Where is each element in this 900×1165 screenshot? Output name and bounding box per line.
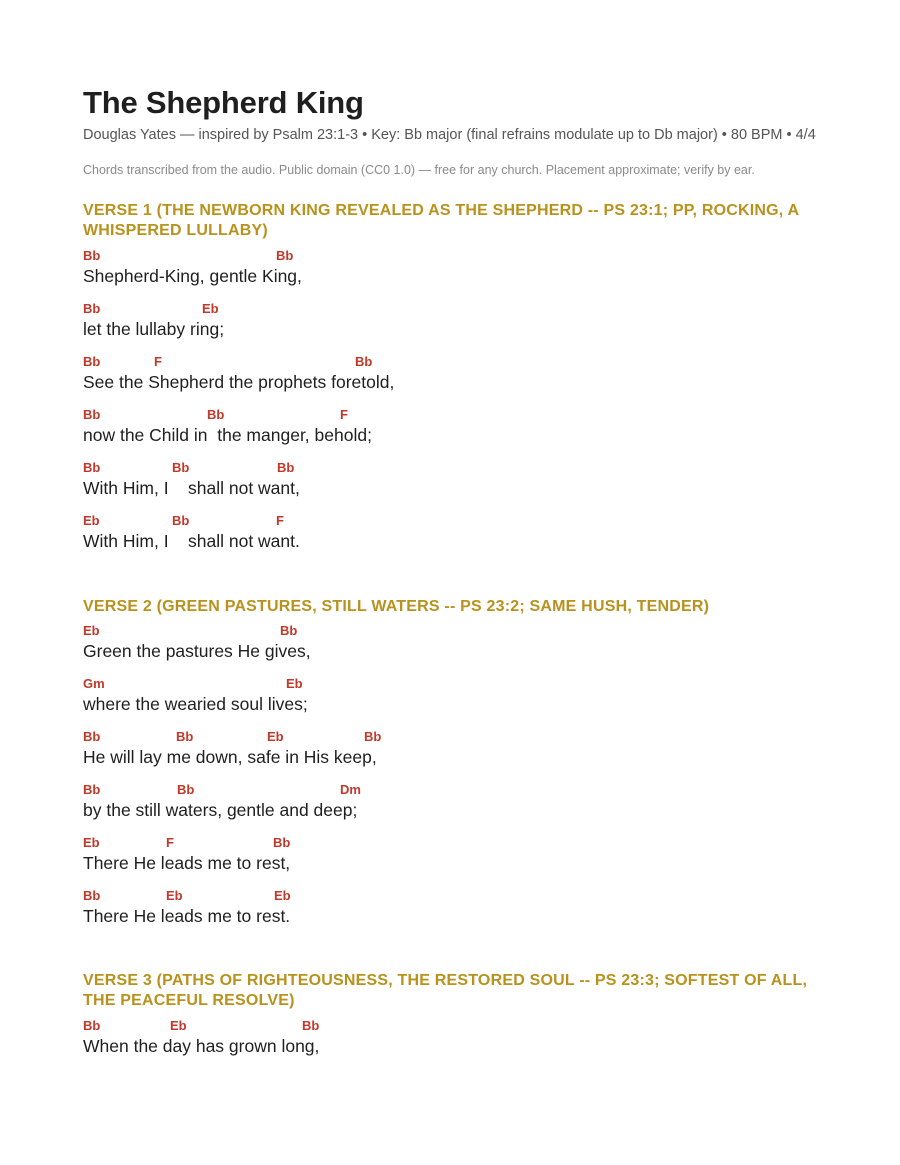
chord-row xyxy=(83,623,783,641)
chord-symbol: Bb xyxy=(355,354,373,369)
lyric-line xyxy=(83,729,783,773)
lyric-text: There He leads me to rest, xyxy=(83,853,291,873)
chord-row xyxy=(83,729,783,747)
chord-symbol: Eb xyxy=(83,513,100,528)
lyric-text: Green the pastures He gives, xyxy=(83,641,311,661)
song-title: The Shepherd King xyxy=(83,85,364,120)
lyric-line xyxy=(83,782,783,826)
chord-symbol: Bb xyxy=(364,729,382,744)
lyric-text: With Him, I shall not want. xyxy=(83,531,300,551)
lyric-line xyxy=(83,835,783,879)
chord-symbol: Bb xyxy=(83,888,101,903)
chord-row xyxy=(83,248,783,266)
lyric-line xyxy=(83,248,783,292)
section-heading: VERSE 2 (GREEN PASTURES, STILL WATERS -- PS 23:2; SAME HUSH, TENDER) xyxy=(83,598,710,615)
chord-symbol: Gm xyxy=(83,676,105,691)
chord-symbol: Bb xyxy=(177,782,195,797)
chord-symbol: Bb xyxy=(83,460,101,475)
chord-symbol: Eb xyxy=(202,301,219,316)
section-heading: VERSE 1 (THE NEWBORN KING REVEALED AS THE SHEPHERD -- PS 23:1; PP, ROCKING, A WHISPERED LULLABY) xyxy=(83,202,799,239)
lyric-line xyxy=(83,407,783,451)
chord-row xyxy=(83,1018,783,1036)
song-meta: Douglas Yates — inspired by Psalm 23:1-3 • Key: Bb major (final refrains modulate up to Db major) • 80 BPM • 4/4 xyxy=(83,127,816,143)
chord-symbol: Bb xyxy=(83,729,101,744)
chord-symbol: Bb xyxy=(176,729,194,744)
chord-symbol: Dm xyxy=(340,782,361,797)
lyric-line xyxy=(83,460,783,504)
lyric-line xyxy=(83,1018,783,1062)
chord-symbol: F xyxy=(340,407,348,422)
lyric-text: where the wearied soul lives; xyxy=(83,694,308,714)
lyric-text: now the Child in the manger, behold; xyxy=(83,425,372,445)
chord-symbol: Eb xyxy=(274,888,291,903)
lyric-line xyxy=(83,888,783,932)
section-heading: VERSE 3 (PATHS OF RIGHTEOUSNESS, THE RESTORED SOUL -- PS 23:3; SOFTEST OF ALL, THE PEACEFUL RESOLVE) xyxy=(83,972,808,1009)
chord-symbol: Bb xyxy=(83,354,101,369)
chord-row xyxy=(83,460,783,478)
chord-symbol: Eb xyxy=(166,888,183,903)
chord-symbol: F xyxy=(166,835,174,850)
chord-symbol: Bb xyxy=(83,301,101,316)
lyric-text: With Him, I shall not want, xyxy=(83,478,300,498)
chord-symbol: Bb xyxy=(83,248,101,263)
transcription-note: Chords transcribed from the audio. Public domain (CC0 1.0) — free for any church. Placement approximate; verify by ear. xyxy=(83,163,755,177)
chord-row xyxy=(83,513,783,531)
chord-symbol: Bb xyxy=(207,407,225,422)
lyric-line xyxy=(83,623,783,667)
chord-row xyxy=(83,676,783,694)
chord-row xyxy=(83,888,783,906)
chord-row xyxy=(83,301,783,319)
chord-symbol: F xyxy=(276,513,284,528)
chord-symbol: Bb xyxy=(83,782,101,797)
chord-symbol: Bb xyxy=(276,248,294,263)
lyric-line xyxy=(83,676,783,720)
lyric-text: He will lay me down, safe in His keep, xyxy=(83,747,377,767)
chord-row xyxy=(83,407,783,425)
chord-symbol: Bb xyxy=(83,407,101,422)
chord-symbol: Bb xyxy=(172,513,190,528)
chord-symbol: F xyxy=(154,354,162,369)
lyric-text: When the day has grown long, xyxy=(83,1036,320,1056)
chord-symbol: Eb xyxy=(286,676,303,691)
lyric-text: let the lullaby ring; xyxy=(83,319,225,339)
chord-symbol: Bb xyxy=(273,835,291,850)
lyric-text: See the Shepherd the prophets foretold, xyxy=(83,372,395,392)
chord-symbol: Eb xyxy=(170,1018,187,1033)
chord-symbol: Bb xyxy=(83,1018,101,1033)
chord-symbol: Bb xyxy=(277,460,295,475)
chord-symbol: Bb xyxy=(280,623,298,638)
chord-row xyxy=(83,354,783,372)
chord-row xyxy=(83,835,783,853)
chord-symbol: Eb xyxy=(83,835,100,850)
chord-symbol: Bb xyxy=(172,460,190,475)
lyric-line xyxy=(83,354,783,398)
chord-symbol: Bb xyxy=(302,1018,320,1033)
lyric-line xyxy=(83,301,783,345)
lyric-text: by the still waters, gentle and deep; xyxy=(83,800,358,820)
chord-symbol: Eb xyxy=(83,623,100,638)
lyric-text: Shepherd-King, gentle King, xyxy=(83,266,302,286)
lyric-text: There He leads me to rest. xyxy=(83,906,291,926)
lyric-line xyxy=(83,513,783,557)
chord-row xyxy=(83,782,783,800)
chord-symbol: Eb xyxy=(267,729,284,744)
